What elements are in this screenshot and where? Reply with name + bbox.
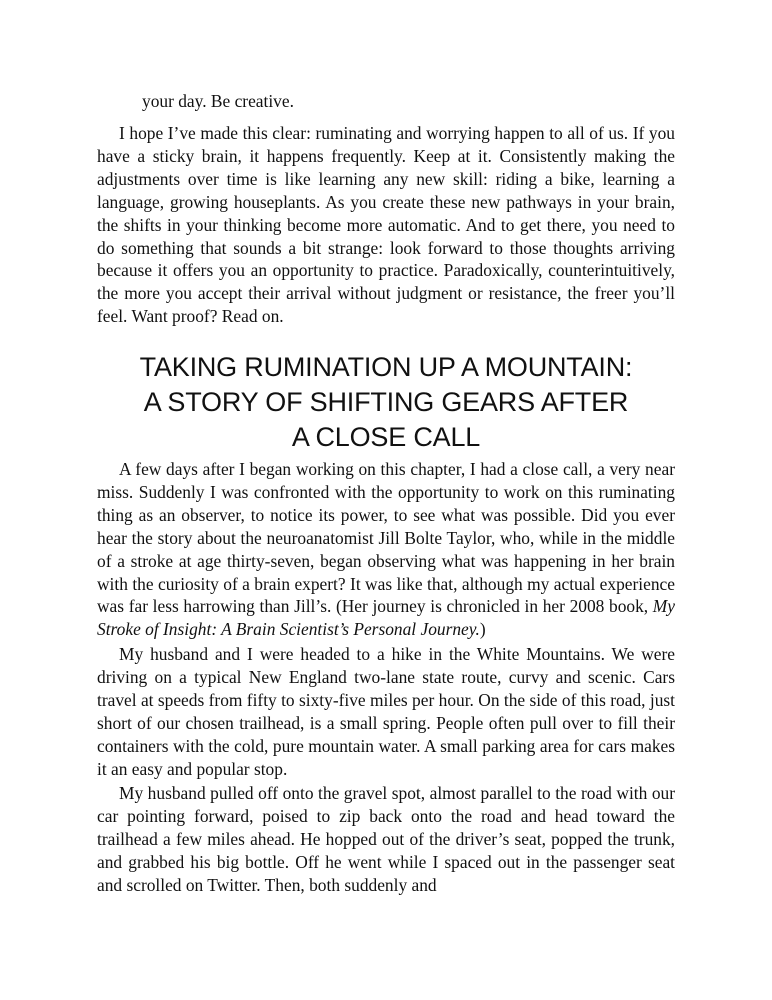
section-heading	[97, 350, 675, 455]
paragraph-gravel-spot: My husband pulled off onto the gravel spot, almost parallel to the road with our car pointing forward, poised to zip back onto the road and head toward the trailhead a few miles ahead. He hopped out of the driver’s seat, popped the trunk, and grabbed his big bottle. Off he went while I spaced out in the passenger seat and scrolled on Twitter. Then, both suddenly and	[97, 783, 675, 895]
book-title: My Stroke of Insight: A Brain Scientist’s Personal Journey.	[97, 596, 675, 640]
heading-line-2: A STORY OF SHIFTING GEARS AFTER	[143, 387, 629, 417]
heading-line-1: TAKING RUMINATION UP A MOUNTAIN:	[139, 352, 633, 382]
continuation-line: your day. Be creative.	[142, 91, 294, 111]
paragraph-practice: I hope I’ve made this clear: ruminating and worrying happen to all of us. If you have a sticky brain, it happens frequently. Keep at it. Consistently making the adjustments over time is like learning any new skill: riding a bike, learning a language, growing houseplants. As you create these new pathways in your brain, the shifts in your thinking become more automatic. And to get there, you need to do something that sounds a bit strange: look forward to those thoughts arriving because it offers you an opportunity to practice. Paradoxically, counterintuitively, the more you accept their arrival without judgment or resistance, the freer you’ll feel. Want proof? Read on.	[97, 123, 675, 327]
close-call-text: A few days after I began working on this chapter, I had a close call, a very near miss. Suddenly I was confronted with the opportunity to work on this ruminating thing as an observer, to notice its power, to see what was possible. Did you ever hear the story about the neuroanatomist Jill Bolte Taylor, who, while in the middle of a stroke at age thirty-seven, began observing what was happening in her brain with the curiosity of a brain expert? It was like that, although my actual experience was far less harrowing than Jill’s. (Her journey is chronicled in her 2008 book,	[97, 459, 675, 617]
paragraph-close-call	[97, 458, 675, 641]
paragraph-white-mountains: My husband and I were headed to a hike in the White Mountains. We were driving on a typical New England two-lane state route, curvy and scenic. Cars travel at speeds from fifty to sixty-five miles per hour. On the side of this road, just short of our chosen trailhead, is a small spring. People often pull over to fill their containers with the cold, pure mountain water. A small parking area for cars makes it an easy and popular stop.	[97, 644, 675, 779]
close-call-closing-paren: )	[479, 619, 486, 640]
heading-line-3: A CLOSE CALL	[291, 422, 481, 452]
book-page	[97, 0, 675, 1000]
